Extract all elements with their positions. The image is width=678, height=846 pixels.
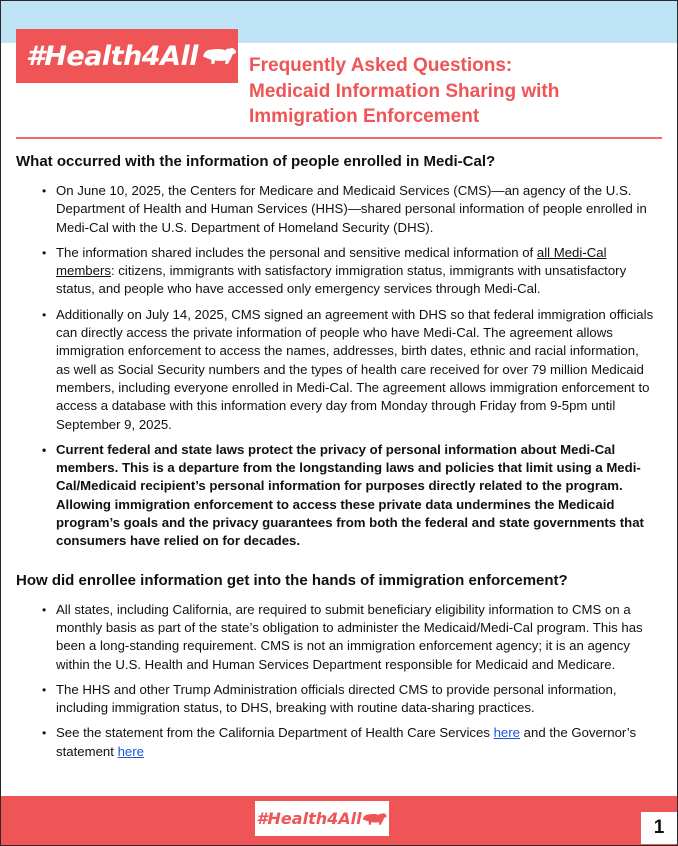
bullet-text: See the statement from the California Department of Health Care Services (56, 725, 494, 741)
bear-icon (202, 43, 238, 69)
page-title (249, 53, 659, 130)
logo-text: #Health4All (26, 40, 198, 72)
section-1-heading: What occurred with the information of people enrolled in Medi-Cal? (16, 153, 496, 170)
main-content (16, 152, 656, 768)
title-line-2: Medicaid Information Sharing with (249, 80, 560, 102)
health4all-logo (16, 29, 238, 83)
footer-logo-text: #Health4All (256, 809, 362, 828)
list-item: • On June 10, 2025, the Centers for Medicare and Medicaid Services (CMS)—an agency of the U.S. Department of Health and Human Services (HHS)—shared personal information of people enrolled in Medi-Cal with the U.S. Department of Homeland Security (DHS). (16, 182, 656, 237)
all-medi-cal-members-underline: all Medi-Cal members (56, 244, 607, 279)
header-divider (16, 137, 662, 139)
dhcs-statement-link[interactable]: here (493, 725, 520, 741)
bullet-text: : citizens, immigrants with satisfactory immigration status, immigrants with unsatisfactory status, and people who have accessed only emergency services through Medi-Cal. (56, 263, 627, 297)
bear-icon (362, 812, 388, 826)
section-2-heading: How did enrollee information get into the hands of immigration enforcement? (16, 571, 568, 589)
governor-statement-link[interactable]: here (117, 743, 144, 759)
list-item (16, 724, 656, 761)
list-item (16, 244, 656, 299)
footer-logo (255, 801, 389, 836)
page-number: 1 (641, 812, 677, 844)
list-item: • The HHS and other Trump Administration officials directed CMS to provide personal information, including immigration status, to DHS, breaking with routine data-sharing practices. (16, 681, 656, 718)
title-line-3: Immigration Enforcement (249, 106, 480, 127)
section-1-list (16, 182, 656, 551)
list-item: • All states, including California, are required to submit beneficiary eligibility information to CMS on a monthly basis as part of the state’s obligation to administer the Medicaid/Medi-Cal program. This has been a long-standing requirement. CMS is not an immigration enforcement agency; it is an agency within the U.S. Health and Human Services Department responsible for Medicaid and Medicare. (16, 601, 656, 674)
title-line-1: Frequently Asked Questions: (249, 55, 513, 76)
list-item-bold: • Current federal and state laws protect the privacy of personal information about Medi-Cal members. This is a departure from the longstanding laws and policies that limit using a Medi-Cal/Medicaid recipient’s personal information for purposes directly related to the program. Allowing immigration enforcement to access these private data undermines the Medicaid program’s goals and the privacy guarantees from both the federal and state governments that consumers have relied on for decades. (16, 441, 656, 551)
list-item: • Additionally on July 14, 2025, CMS signed an agreement with DHS so that federal immigration officials can directly access the private information of people who have Medi-Cal. The agreement allows immigration enforcement to access the names, addresses, birth dates, ethnic and racial information, as well as Social Security numbers and the types of health care received for over 79 million Medicaid members, including everyone enrolled in Medi-Cal. The agreement allows immigration enforcement to access a database with this information every day from Monday through Friday from 9-5pm until September 9, 2025. (16, 306, 656, 434)
bullet-text: The information shared includes the personal and sensitive medical information of (56, 244, 537, 260)
section-2-list (16, 601, 656, 761)
bullet-text: and the Governor’s statement (56, 725, 637, 759)
